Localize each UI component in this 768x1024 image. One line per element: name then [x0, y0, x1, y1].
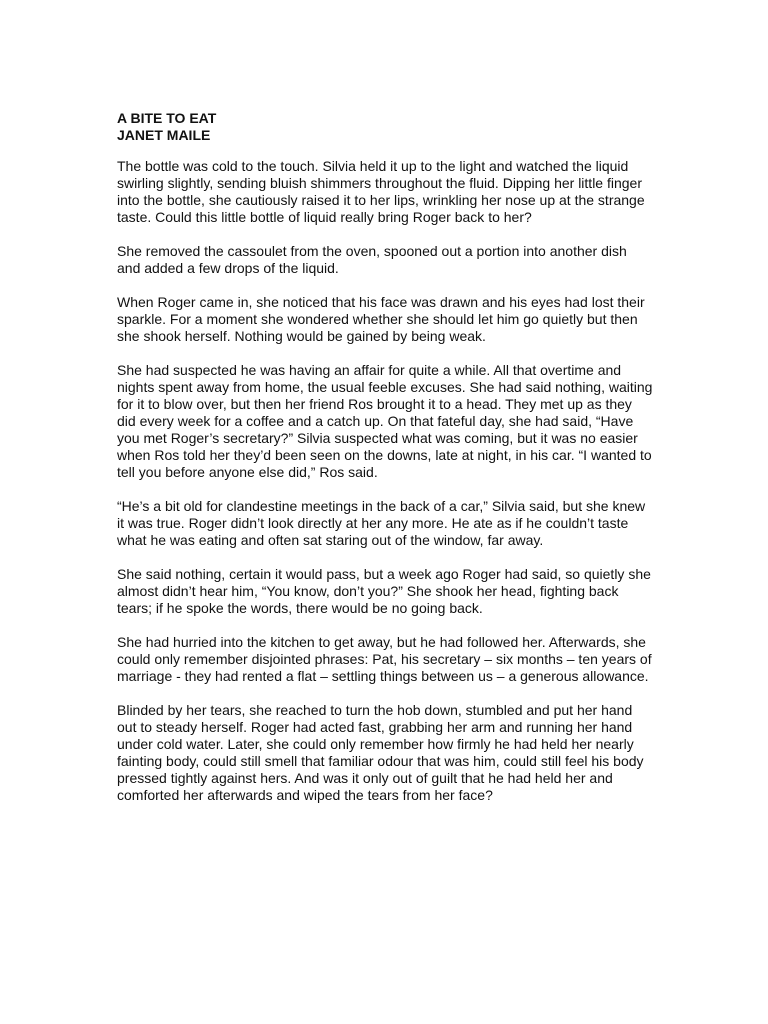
paragraph-3: When Roger came in, she noticed that his face was drawn and his eyes had lost their sparkle. For a moment she wondered whether she should let him go quietly but then she shook herself. Nothing would be gained by being weak. — [117, 294, 645, 344]
author-name: JANET MAILE — [117, 127, 211, 143]
document-page — [117, 110, 653, 821]
paragraph-7: She had hurried into the kitchen to get away, but he had followed her. Afterwards, she could only remember disjointed phrases: Pat, his secretary – six months – ten years of marriage - they had rented a flat – settling things between us – a generous allowance. — [117, 634, 652, 684]
title-block — [117, 110, 653, 144]
paragraph-5: “He’s a bit old for clandestine meetings in the back of a car,” Silvia said, but she knew it was true. Roger didn’t look directly at her any more. He ate as if he couldn’t taste what he was eating and often sat staring out of the window, far away. — [117, 498, 646, 548]
paragraph-2: She removed the cassoulet from the oven, spooned out a portion into another dish and added a few drops of the liquid. — [117, 243, 627, 276]
paragraph-4: She had suspected he was having an affair for quite a while. All that overtime and nights spent away from home, the usual feeble excuses. She had said nothing, waiting for it to blow over, but then her friend Ros brought it to a head. They met up as they did every week for a coffee and a catch up. On that fateful day, she had said, “Have you met Roger’s secretary?” Silvia suspected what was coming, but it was no easier when Ros told her they’d been seen on the downs, late at night, in his car. “I wanted to tell you before anyone else did,” Ros said. — [117, 362, 653, 480]
story-title: A BITE TO EAT — [117, 110, 217, 126]
paragraph-1: The bottle was cold to the touch. Silvia held it up to the light and watched the liquid swirling slightly, sending bluish shimmers throughout the fluid. Dipping her little finger into the bottle, she cautiously raised it to her lips, wrinkling her nose up at the strange taste. Could this little bottle of liquid really bring Roger back to her? — [117, 158, 645, 225]
paragraph-8: Blinded by her tears, she reached to turn the hob down, stumbled and put her hand out to steady herself. Roger had acted fast, grabbing her arm and running her hand under cold water. Later, she could only remember how firmly he had held her nearly fainting body, could still smell that familiar odour that was him, could still feel his body pressed tightly against hers. And was it only out of guilt that he had held her and comforted her afterwards and wiped the tears from her face? — [117, 702, 644, 803]
paragraph-6: She said nothing, certain it would pass, but a week ago Roger had said, so quietly she almost didn’t hear him, “You know, don’t you?” She shook her head, fighting back tears; if he spoke the words, there would be no going back. — [117, 566, 651, 616]
